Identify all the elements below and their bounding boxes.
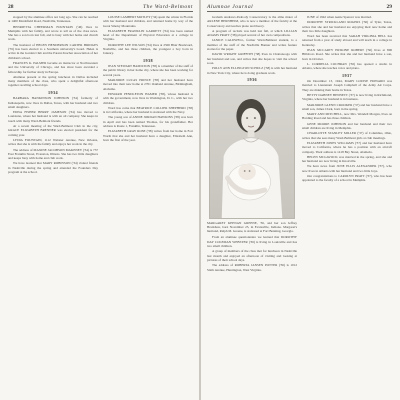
page-number: 29	[386, 4, 392, 10]
paragraph: MARY ANN MITCHELL, now Mrs. Wendell Morgan, lives on Harding Road and has three children.	[302, 112, 392, 121]
paragraph: L. CORDELIA COCHRAN ('36) has opened a studio in Atlanta, where she teaches voice and piano.	[302, 61, 392, 71]
right-column-2	[302, 15, 392, 273]
paragraph: A program of recitals was held last fall, at which LILLIAN ADAMS PRATT ('38) played several of her own compositions.	[207, 28, 297, 38]
class-year-heading: 1938	[143, 57, 153, 63]
paragraph: POLLY ANN ELLINGTON SCHULZ ('38) is with her husband in New York City, where he is doing graduate work.	[207, 66, 297, 75]
right-columns	[207, 15, 392, 273]
paragraph: On December 13, 1944, MARY LOUISE HOWARD was married to Lieutenant Joseph Campbell of the Army Air Corps. They are making their home in Texas.	[302, 79, 392, 92]
paragraph: Word has come that BEATRICE COLLIER SHEPHERD ('38) is in California, where her husband is stationed with the Navy.	[103, 105, 193, 115]
left-column-1	[8, 15, 98, 175]
class-year-heading: 1934	[48, 89, 58, 95]
page-number: 28	[8, 4, 14, 10]
class-year-heading: 1936	[247, 76, 257, 82]
right-page-header	[207, 4, 392, 12]
paragraph: The husband of HELEN HENDERSON CARTER BRIDGES ('35) has been elected to a Southern university's board. Helen is active in the Garden Club and the Parent-Teacher Association of her children's school.	[8, 42, 98, 60]
paragraph: MARJORIE LUCAS PRINCE ('38) and her husband have moved into their new home at 2701 Oakland Avenue, Birmingham, Alabama.	[103, 78, 193, 91]
paragraph: ELIZABETH JONES WILLIAMS ('37) and her husband have moved to California, where he has a position with an aircraft company. Their address is 1418 Bay Street, Alameda.	[302, 140, 392, 154]
paragraph: The young son of ANNIE JORDAN HAWKINS ('38) was born in April and has been named Thomas, for his grandfather. Her address is Route 1, Franklin, Tennessee.	[103, 115, 193, 129]
paragraph: We have learned that MARY ROBINSON ('34) visited friends in Nashville during the spring and attended the Founders Day program at the school.	[8, 161, 98, 174]
paragraph: FRANCES K. PALMER became an instructor at Northwestern and the University of Chicago, and has since been awarded a fellowship for further study in Europe.	[8, 60, 98, 74]
paragraph: JEAN MCCARTY ERSKINE ROBERT ('36) lives at 806 Hillsboro Road. She writes that she and her husband have a son, born in October.	[302, 48, 392, 61]
paragraph: From an alumnae questionnaire we learned that DOROTHY DAY COLEMAN WEBSTER ('36) is living in Louisville and has two small children.	[207, 235, 297, 249]
paragraph: The address of ROBERTA JANSEN POTTER ('36) is 1012 Sixth Avenue, Huntington, West Virginia.	[207, 263, 297, 272]
paragraph: JEAN STEWART HAMILTON ('38) is a member of the staff of the public library in her home city, where she has been working for several years.	[103, 64, 193, 77]
paragraph: Our congratulations to CAROLYN PRATT ('37), who has been appointed to the faculty of a school in Memphis.	[302, 174, 392, 183]
paragraph: A group of members of the class met for luncheon in Nashville last month and enjoyed an afternoon of visiting and looking at pictures of their school days.	[207, 249, 297, 262]
portrait-image	[210, 86, 294, 218]
paragraph: Alumnae present at the spring luncheon in Dallas included many members of the class, who spent a delightful afternoon together recalling school days.	[8, 74, 98, 88]
paragraph: HENRIETTA CHEERMAN FOUNTAIN ('46) lives in Memphis with her family, and wrote to tell us of the class news. She has a son born last fall, and is busy with her home and church work.	[8, 24, 98, 42]
paragraph: LOUISE LAMBERT MOTLEY ('34) spent the winter in Florida with her husband and children, and returned home by way of the Great Smoky Mountains.	[103, 15, 193, 28]
paragraph: CHARLOTTE STANLEY MILLER ('37) of Columbus, Ohio, writes that she sees many Ward-Belmont girls at club meetings.	[302, 131, 392, 140]
paragraph: EDWARD PENDLETON HAMER ('38), whose husband is with the government, now lives in Washington, D. C., with her two children.	[103, 91, 193, 105]
paragraph: stopped by the alumnae office not long ago. She can be reached at 1400 Marshfield Road, Nashville, Tennessee.	[8, 15, 98, 24]
paragraph: BETTY DABNEY BENNETT ('37) is now living in Richmond, Virginia, where her husband is in business.	[302, 92, 392, 102]
paragraph: DOROTHY STRICKLAND ROGERS ('36) of Tyler, Texas, writes that she and her husband are enjoying their new home and their two little daughters.	[302, 20, 392, 33]
left-page-header	[8, 4, 193, 12]
paragraph: MARJORIE GLENN CROOKER ('37) and her husband have a small son, James Clark, born in the spring.	[302, 102, 392, 111]
paragraph: Graham Andrews-Peabody Conservatory is the alma mater of ARLENE BERNHEIM, who is now a member of the faculty at the Conservatory and teaches piano and theory.	[207, 15, 297, 28]
paragraph: GENE MOORE JOHNSON and her husband and their two small children are living in Memphis.	[302, 121, 392, 131]
mother-and-baby-photo	[209, 85, 295, 219]
paragraph: BARBARA HANKINSON JOHNSON ('34) formerly of Indianapolis, now lives in Dallas, Texas, with her husband and two small daughters.	[8, 96, 98, 109]
class-year-heading: 1937	[342, 72, 352, 78]
paragraph: ELIZABETH GRAY ROSE ('38) writes from her home in Fort Worth that she and her husband have a daughter, Elizabeth Ann, born the first of the year.	[103, 129, 193, 142]
paragraph: JUNE of 1942 when Aenie Spencer was married.	[307, 15, 372, 19]
photo-caption: MARGARET KEENAN GREENE, '36, and her son Jeffrey Bradshaw, born November 25, in Evansville, Indiana. Margaret's husband, Ralph M. Greene, is stationed at Fort Benning, Georgia.	[207, 220, 297, 234]
left-page	[0, 0, 199, 400]
running-title: Alumnae Journal	[207, 4, 254, 10]
paragraph: DOROTHY LEE WILSON ('34) lives at 2506 Blair Boulevard, Nashville, and has three children, the youngest a boy born in January.	[103, 42, 193, 56]
paragraph: We have news from JUNE ELLIS ALEXANDER ('37), who now lives in Atlanta with her husband and two little boys.	[302, 164, 392, 173]
left-column-2	[103, 15, 193, 175]
paragraph: DAVID WRIGHT GRIFFITH ('38) lives in Chattanooga with her husband and son, and writes that she hopes to visit the school soon.	[207, 52, 297, 65]
right-column-1	[207, 15, 297, 273]
paragraph: Word has been received that SARAH VIRGINIA BELL has returned from a year of study abroad and will teach in a college in Kentucky.	[302, 34, 392, 47]
right-page	[201, 0, 400, 400]
paragraph: JANICE CALDWELL, former Ward-Belmont student, is a member of the staff of the Nashville Banner and writes feature stories for the paper.	[207, 38, 297, 52]
paragraph: The address of MAXINE JACOBSON MAKENEY ('34) is 737 East Franklin Street, Evanston, Illinois. She has two little daughters and keeps busy with home and club work.	[8, 147, 98, 161]
paragraph: At a recent meeting of the Ward-Belmont Club in the city, GRACE ELIZABETH BRENNER was elected president for the coming year.	[8, 124, 98, 137]
left-columns	[8, 15, 193, 175]
paragraph: LYDIA FOUNTAIN, 1112 Webster Avenue, New Orleans, writes that she is with the family and enjoys her work in the city.	[8, 137, 98, 147]
running-title: The Ward-Belmont	[142, 4, 193, 10]
paragraph: EDNA FISHER BERRY JAMESON ('34) has moved to Louisiana, where her husband is with an oil company. She keeps in touch with many Ward-Belmont friends.	[8, 110, 98, 123]
paragraph: ELIZABETH FRANKLIN GARRETT ('34) has been named head of the Department of Physical Education at a college in Virginia.	[103, 28, 193, 42]
paragraph: HELEN MCGAVOCK was married in the spring, and she and her husband are now living in Knoxville.	[302, 154, 392, 164]
